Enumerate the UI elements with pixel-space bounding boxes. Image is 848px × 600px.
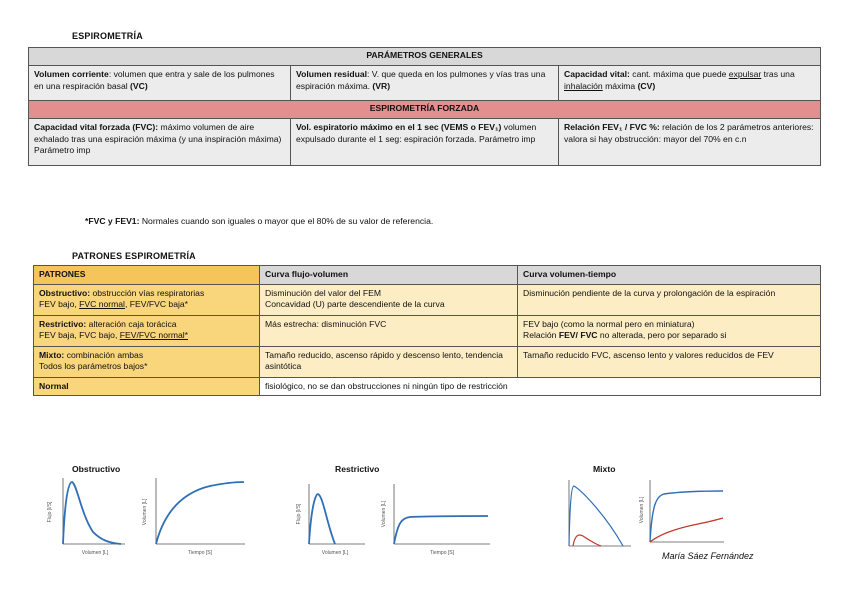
mixto-flow-curve xyxy=(573,535,601,546)
row-restrictivo-vt: FEV bajo (como la normal pero en miniatura) Relación FEV/ FVC no alterada, pero por separado si xyxy=(518,315,821,346)
row-obstructivo-flow: Disminución del valor del FEM Concavidad (U) parte descendiente de la curva xyxy=(260,284,518,315)
cell-capacidad-vital: Capacidad vital: cant. máxima que puede expulsar tras una inhalación máxima (CV) xyxy=(559,66,821,101)
general-parameters-table xyxy=(28,47,821,166)
tiempo-axis-label: Tiempo [S] xyxy=(188,550,212,556)
flujo-axis-label: Flujo [l/S] xyxy=(296,503,302,525)
row-restrictivo-label: Restrictivo: alteración caja torácica FEV baja, FVC bajo, FEV/FVC normal* xyxy=(34,315,260,346)
graph-title-mixto: Mixto xyxy=(593,464,616,474)
header-flujo-volumen: Curva flujo-volumen xyxy=(260,266,518,285)
row-normal-label: Normal xyxy=(34,377,260,396)
row-mixto-label: Mixto: combinación ambas Todos los parámetros bajos* xyxy=(34,346,260,377)
cell-vems: Vol. espiratorio máximo en el 1 sec (VEMS o FEV₁) volumen expulsado durante el 1 seg: espiración forzada. Parámetro imp xyxy=(291,119,559,166)
graph-title-obstructivo: Obstructivo xyxy=(72,464,121,474)
row-obstructivo-vt: Disminución pendiente de la curva y prolongación de la espiración xyxy=(518,284,821,315)
cell-fev-fvc-ratio: Relación FEV₁ / FVC %: relación de los 2 parámetros anteriores: valora si hay obstrucción: mayor del 70% en c.n xyxy=(559,119,821,166)
row-mixto-vt: Tamaño reducido FVC, ascenso lento y valores reducidos de FEV xyxy=(518,346,821,377)
volumen-y-label: Volumen [L] xyxy=(142,498,148,526)
cell-volumen-residual: Volumen residual: V. que queda en los pulmones y vías tras una espiración máxima. (VR) xyxy=(291,66,559,101)
row-normal-text: fisiológico, no se dan obstrucciones ni ningún tipo de restricción xyxy=(260,377,821,396)
header-patrones: PATRONES xyxy=(34,266,260,285)
row-restrictivo-flow: Más estrecha: disminución FVC xyxy=(260,315,518,346)
volume-curve xyxy=(394,516,488,544)
volume-curve xyxy=(156,482,244,544)
volumen-axis-label: Volumen [L] xyxy=(321,550,349,556)
mixto-volume-curve xyxy=(650,518,723,542)
obstructivo-volume-time-graph xyxy=(140,474,250,559)
author-signature: María Sáez Fernández xyxy=(662,551,754,561)
volumen-y-label: Volumen [L] xyxy=(639,496,645,524)
forced-header: ESPIROMETRÍA FORZADA xyxy=(29,101,821,119)
general-header: PARÁMETROS GENERALES xyxy=(29,48,821,66)
patterns-table xyxy=(33,265,821,396)
header-volumen-tiempo: Curva volumen-tiempo xyxy=(518,266,821,285)
row-obstructivo-label: Obstructivo: obstrucción vías respiratorias FEV bajo, FVC normal, FEV/FVC baja* xyxy=(34,284,260,315)
section-title-espirometria: ESPIROMETRÍA xyxy=(72,31,143,41)
normal-flow-curve xyxy=(569,486,623,546)
graph-title-restrictivo: Restrictivo xyxy=(335,464,380,474)
cell-fvc: Capacidad vital forzada (FVC): máximo volumen de aire exhalado tras una espiración máxima (y una inspiración máxima) Parámetro imp xyxy=(29,119,291,166)
row-mixto-flow: Tamaño reducido, ascenso rápido y descenso lento, tendencia asintótica xyxy=(260,346,518,377)
flow-curve xyxy=(63,482,121,544)
restrictivo-volume-time-graph xyxy=(380,480,495,560)
volumen-axis-label: Volumen [L] xyxy=(81,550,109,556)
tiempo-axis-label: Tiempo [S] xyxy=(430,550,454,556)
obstructivo-flow-volume-graph xyxy=(45,474,130,559)
section-title-patrones: PATRONES ESPIROMETRÍA xyxy=(72,251,196,261)
volumen-y-label: Volumen [L] xyxy=(381,500,387,528)
reference-note: *FVC y FEV1: Normales cuando son iguales o mayor que el 80% de su valor de referencia. xyxy=(85,216,434,226)
mixto-volume-time-graph xyxy=(638,476,728,556)
restrictivo-flow-volume-graph xyxy=(295,480,370,560)
cell-volumen-corriente: Volumen corriente: volumen que entra y sale de los pulmones en una respiración basal (VC) xyxy=(29,66,291,101)
mixto-flow-volume-graph xyxy=(565,476,635,556)
flow-curve xyxy=(309,494,335,544)
normal-volume-curve xyxy=(650,491,723,542)
flujo-axis-label: Flujo [l/S] xyxy=(47,501,53,523)
